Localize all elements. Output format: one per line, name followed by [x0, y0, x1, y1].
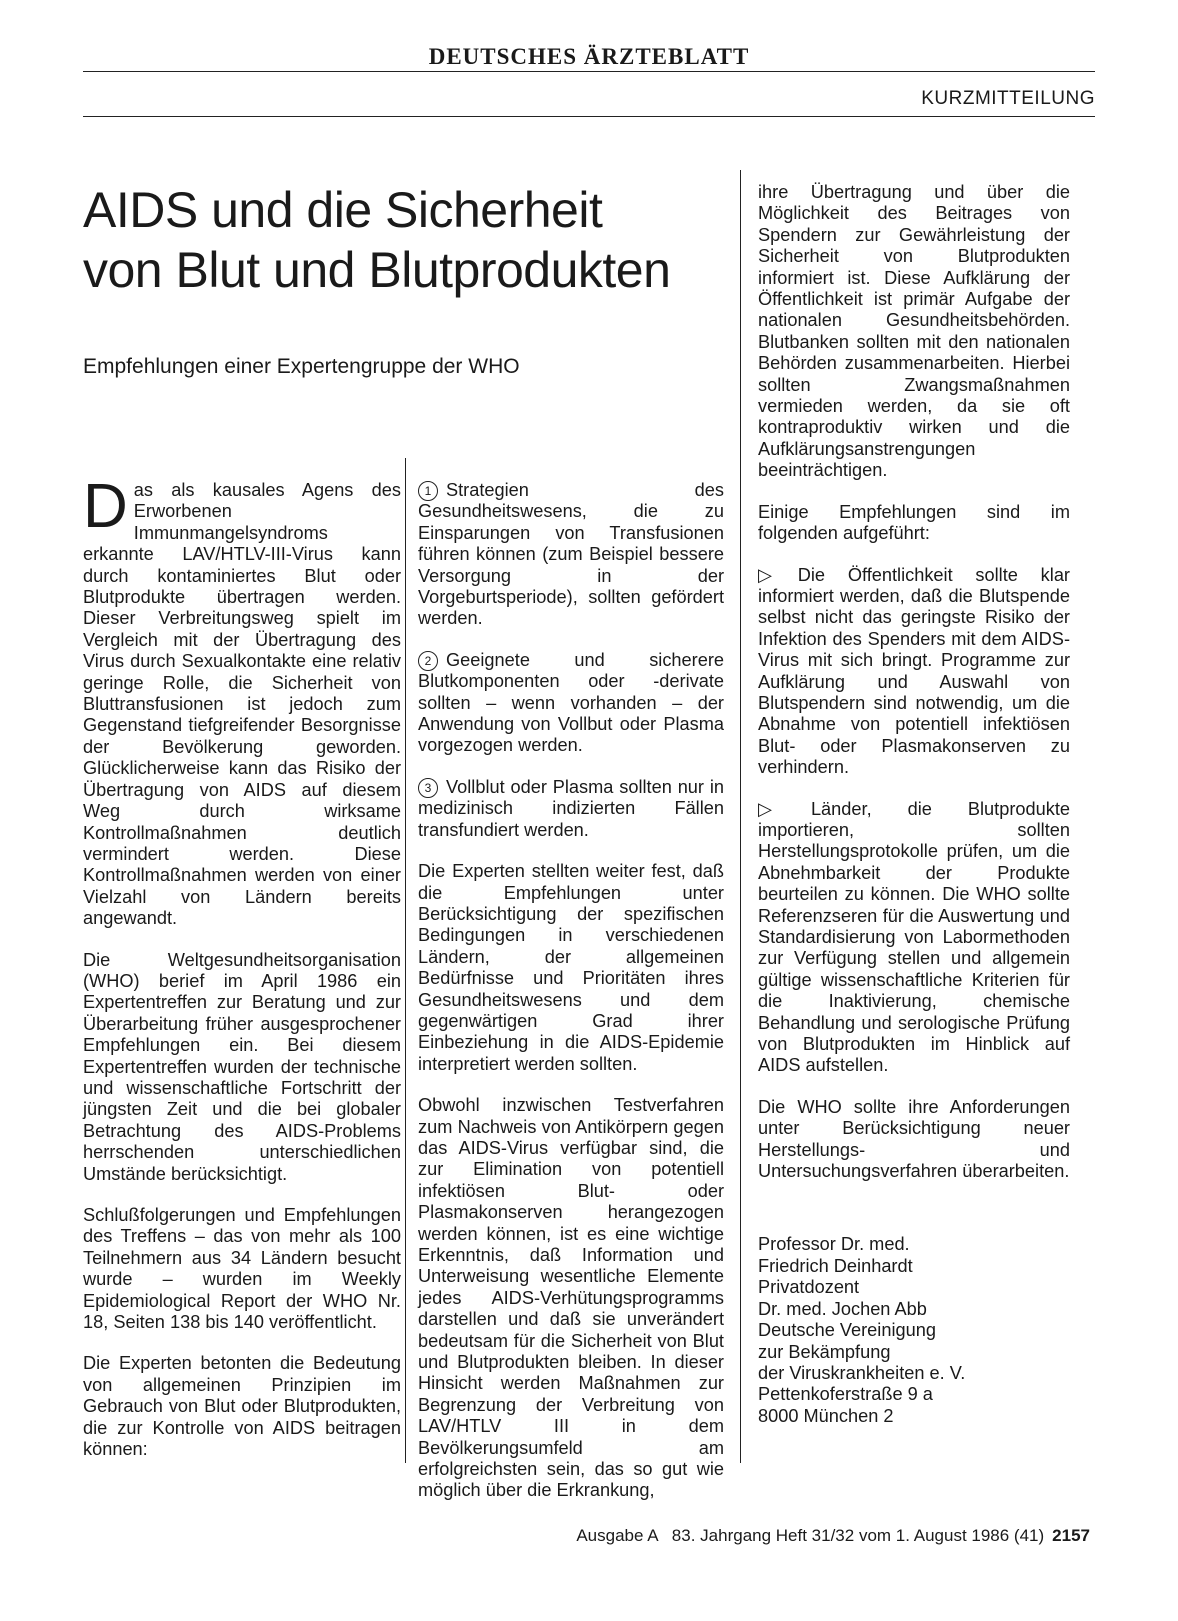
paragraph: Die Weltgesundheitsorganisation (WHO) berief im April 1986 ein Expertentreffen zur Beratung und zur Überarbeitung früher ausgesprochener Empfehlungen ein. Bei diesem Expertentreffen wurden der technische und wissenschaftliche Fortschritt der jüngsten Zeit und die bei globaler Betrachtung des AIDS-Problems herrschenden unterschiedlichen Umstände berücksichtigt. — [83, 949, 401, 1184]
drop-cap: D — [83, 472, 128, 541]
column-1 — [83, 472, 401, 1480]
column-2 — [418, 480, 724, 1522]
author-line: zur Bekämpfung — [758, 1341, 891, 1362]
author-line: Professor Dr. med. — [758, 1234, 910, 1255]
bullet-item — [758, 565, 1070, 779]
triangle-bullet-icon: ▷ — [758, 564, 790, 585]
circled-number: 3 — [418, 778, 438, 798]
item-text: Vollblut oder Plasma sollten nur in medizinisch indizierten Fällen transfundiert werden. — [418, 776, 724, 840]
paragraph: Obwohl inzwischen Testverfahren zum Nachweis von Antikörpern gegen das AIDS-Virus verfügbar sind, die zur Elimination von potentiell infektiösen Blut- oder Plasmakonserven herangezogen werden können, ist es eine wichtige Erkenntnis, daß Information und Unterweisung wesentliche Elemente jedes AIDS-Verhütungsprogramms darstellen und daß sie unverändert bedeutsam für die Sicherheit von Blut und Blutprodukten bleiben. In dieser Hinsicht werden Maßnahmen zur Begrenzung der Verbreitung von LAV/HTLV III in dem Bevölkerungsumfeld am erfolgreichsten sein, das so gut wie möglich über die Erkrankung, — [418, 1095, 724, 1501]
numbered-item — [418, 650, 724, 757]
author-line: Friedrich Deinhardt — [758, 1255, 913, 1276]
author-line: Dr. med. Jochen Abb — [758, 1298, 927, 1319]
column-divider-2 — [740, 170, 741, 1463]
item-text: Strategien des Gesundheitswesens, die zu Einsparungen von Transfusionen führen können (zum Beispiel bessere Versorgung in der Vorgeburtsperiode), sollten gefördert werden. — [418, 480, 724, 629]
masthead-rule — [83, 71, 1095, 72]
author-line: Privatdozent — [758, 1277, 860, 1298]
column-3 — [758, 182, 1070, 1427]
article-title — [83, 180, 723, 300]
bullet-item — [758, 799, 1070, 1077]
circled-number: 1 — [418, 481, 438, 501]
section-rule — [83, 116, 1095, 117]
paragraph — [83, 472, 401, 930]
page-footer — [0, 1526, 1090, 1546]
paragraph: Die WHO sollte ihre Anforderungen unter Berücksichtigung neuer Herstellungs- und Untersuchungsverfahren überarbeiten. — [758, 1096, 1070, 1182]
paragraph: ihre Übertragung und über die Möglichkeit des Beitrages von Spendern zur Gewährleistung der Sicherheit von Blutprodukten informiert ist. Diese Aufklärung der Öffentlichkeit ist primär Aufgabe der nationalen Gesundheitsbehörden. Blutbanken sollten mit den nationalen Behörden zusammenarbeiten. Hierbei sollten Zwangsmaßnahmen vermieden werden, da sie oft kontraproduktiv wirken und die Aufklärungsanstrengungen beeinträchtigen. — [758, 182, 1070, 481]
paragraph: Schlußfolgerungen und Empfehlungen des Treffens – das von mehr als 100 Teilnehmern aus 34 Ländern besucht wurde – wurden im Weekly Epidemiological Report der WHO Nr. 18, Seiten 138 bis 140 veröffentlicht. — [83, 1205, 401, 1333]
article-subtitle: Empfehlungen einer Expertengruppe der WHO — [83, 355, 520, 378]
author-line: 8000 München 2 — [758, 1405, 894, 1426]
author-line: Pettenkoferstraße 9 a — [758, 1384, 933, 1405]
paragraph-text: as als kausales Agens des Erworbenen Immunmangelsyndroms erkannte LAV/HTLV-III-Virus kann durch kontaminiertes Blut oder Blutprodukte übertragen werden. Dieser Verbreitungsweg spielt im Vergleich mit der Übertragung des Virus durch Sexualkontakte eine relativ geringe Rolle, die Sicherheit von Bluttransfusionen ist jedoch zum Gegenstand tiefgreifender Besorgnisse der Bevölkerung geworden. Glücklicherweise kann das Risiko der Übertragung von AIDS auf diesem Weg durch wirksame Kontrollmaßnahmen deutlich vermindert werden. Diese Kontrollmaßnahmen werden von einer Vielzahl von Ländern bereits angewandt. — [83, 480, 401, 929]
title-line-2: von Blut und Blutprodukten — [83, 242, 671, 298]
section-label: KURZMITTEILUNG — [921, 88, 1095, 109]
circled-number: 2 — [418, 651, 438, 671]
author-line: Deutsche Vereinigung — [758, 1320, 936, 1341]
paragraph: Die Experten betonten die Bedeutung von allgemeinen Prinzipien im Gebrauch von Blut oder Blutprodukten, die zur Kontrolle von AIDS beitragen können: — [83, 1353, 401, 1460]
numbered-item — [418, 480, 724, 630]
item-text: Die Öffentlichkeit sollte klar informiert werden, daß die Blutspende selbst nicht das geringste Risiko der Infektion des Spenders mit dem AIDS-Virus mit sich bringt. Programme zur Aufklärung und Auswahl von Blutspendern sind notwendig, um die Abnahme von potentiell infektiösen Blut- oder Plasmakonserven zu verhindern. — [758, 564, 1070, 778]
edition-info: Ausgabe A 83. Jahrgang Heft 31/32 vom 1. August 1986 (41) — [576, 1526, 1045, 1545]
page-number: 2157 — [1052, 1526, 1090, 1545]
title-line-1: AIDS und die Sicherheit — [83, 182, 603, 238]
item-text: Geeignete und sicherere Blutkomponenten oder -derivate sollten – wenn vorhanden – der Anwendung von Vollbut oder Plasma vorgezogen werden. — [418, 649, 724, 756]
column-divider-1 — [405, 458, 406, 1463]
author-address — [758, 1234, 1070, 1427]
author-line: der Viruskrankheiten e. V. — [758, 1362, 966, 1383]
paragraph: Einige Empfehlungen sind im folgenden aufgeführt: — [758, 501, 1070, 544]
triangle-bullet-icon: ▷ — [758, 798, 803, 819]
masthead: DEUTSCHES ÄRZTEBLATT — [428, 44, 750, 69]
item-text: Länder, die Blutprodukte importieren, sollten Herstellungsprotokolle prüfen, um die Abnehmbarkeit der Produkte beurteilen zu können. Die WHO sollte Referenzseren für die Auswertung und Standardisierung von Labormethoden zur Verfügung stellen und allgemein gültige wissenschaftliche Kriterien für die Inaktivierung, chemische Behandlung und serologische Prüfung von Blutprodukten im Hinblick auf AIDS aufstellen. — [758, 798, 1070, 1076]
paragraph: Die Experten stellten weiter fest, daß die Empfehlungen unter Berücksichtigung der spezifischen Bedingungen in verschiedenen Ländern, der allgemeinen Bedürfnisse und Prioritäten ihres Gesundheitswesens und dem gegenwärtigen Grad ihrer Einbeziehung in die AIDS-Epidemie interpretiert werden sollten. — [418, 861, 724, 1074]
numbered-item — [418, 777, 724, 841]
